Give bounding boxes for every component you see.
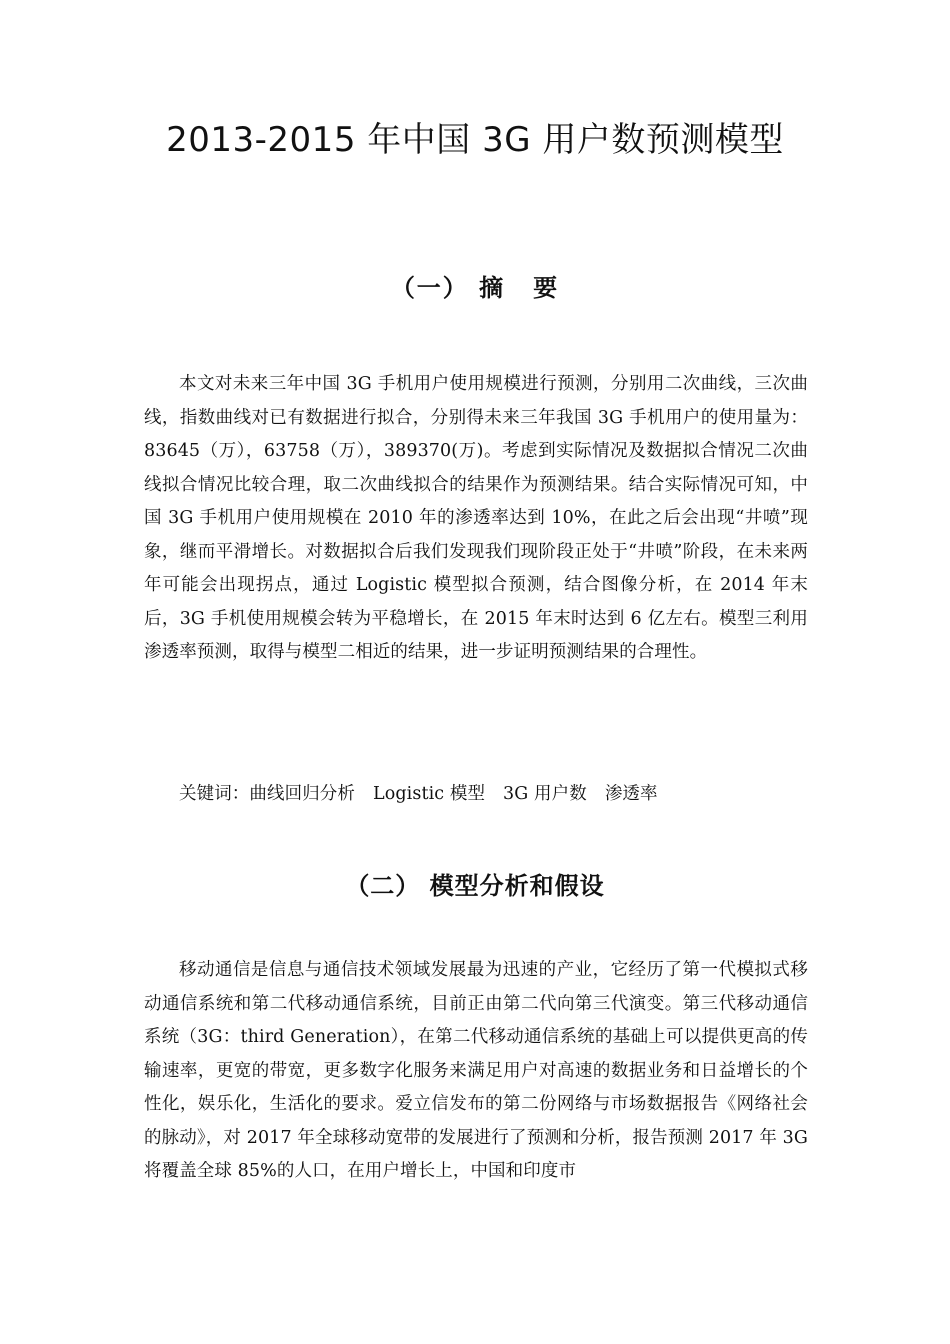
section-number: （一） (390, 274, 469, 302)
keyword: 3G 用户数 (503, 784, 587, 804)
keywords-label: 关键词： (179, 784, 250, 804)
keyword: Logistic 模型 (373, 784, 486, 804)
section-heading-model-analysis: （二） 模型分析和假设 (345, 872, 605, 900)
keywords-line (144, 778, 808, 812)
section-heading-char: 摘 (479, 274, 506, 302)
section-heading-abstract (100, 268, 850, 308)
body-paragraph: 移动通信是信息与通信技术领域发展最为迅速的产业，它经历了第一代模拟式移动通信系统和第二代移动通信系统，目前正由第二代向第三代演变。第三代移动通信系统（3G：third Generation），在第二代移动通信系统的基础上可以提供更高的传输速率，更宽的带宽，更多数字化服务来满足用户对高速的数据业务和日益增长的个性化，娱乐化，生活化的要求。爱立信发布的第二份网络与市场数据报告《网络社会的脉动》，对 2017 年全球移动宽带的发展进行了预测和分析，报告预测 2017 年 3G 将覆盖全球 85%的人口，在用户增长上，中国和印度市 (144, 960, 808, 1181)
keyword: 曲线回归分析 (249, 784, 356, 804)
abstract-paragraph: 本文对未来三年中国 3G 手机用户使用规模进行预测，分别用二次曲线，三次曲线，指数曲线对已有数据进行拟合，分别得未来三年我国 3G 手机用户的使用量为：83645（万），63758（万），389370(万)。考虑到实际情况及数据拟合情况二次曲线拟合情况比较合理，取二次曲线拟合的结果作为预测结果。结合实际情况可知，中国 3G 手机用户使用规模在 2010 年的渗透率达到 10%，在此之后会出现“井喷”现象，继而平滑增长。对数据拟合后我们发现我们现阶段正处于“井喷”阶段，在未来两年可能会出现拐点，通过 Logistic 模型拟合预测，结合图像分析，在 2014 年末后，3G 手机使用规模会转为平稳增长，在 2015 年末时达到 6 亿左右。模型三利用渗透率预测，取得与模型二相近的结果，进一步证明预测结果的合理性。 (144, 374, 808, 662)
keyword: 渗透率 (604, 784, 658, 804)
section-heading-char: 要 (533, 274, 560, 302)
page-title: 2013-2015 年中国 3G 用户数预测模型 (166, 120, 784, 160)
